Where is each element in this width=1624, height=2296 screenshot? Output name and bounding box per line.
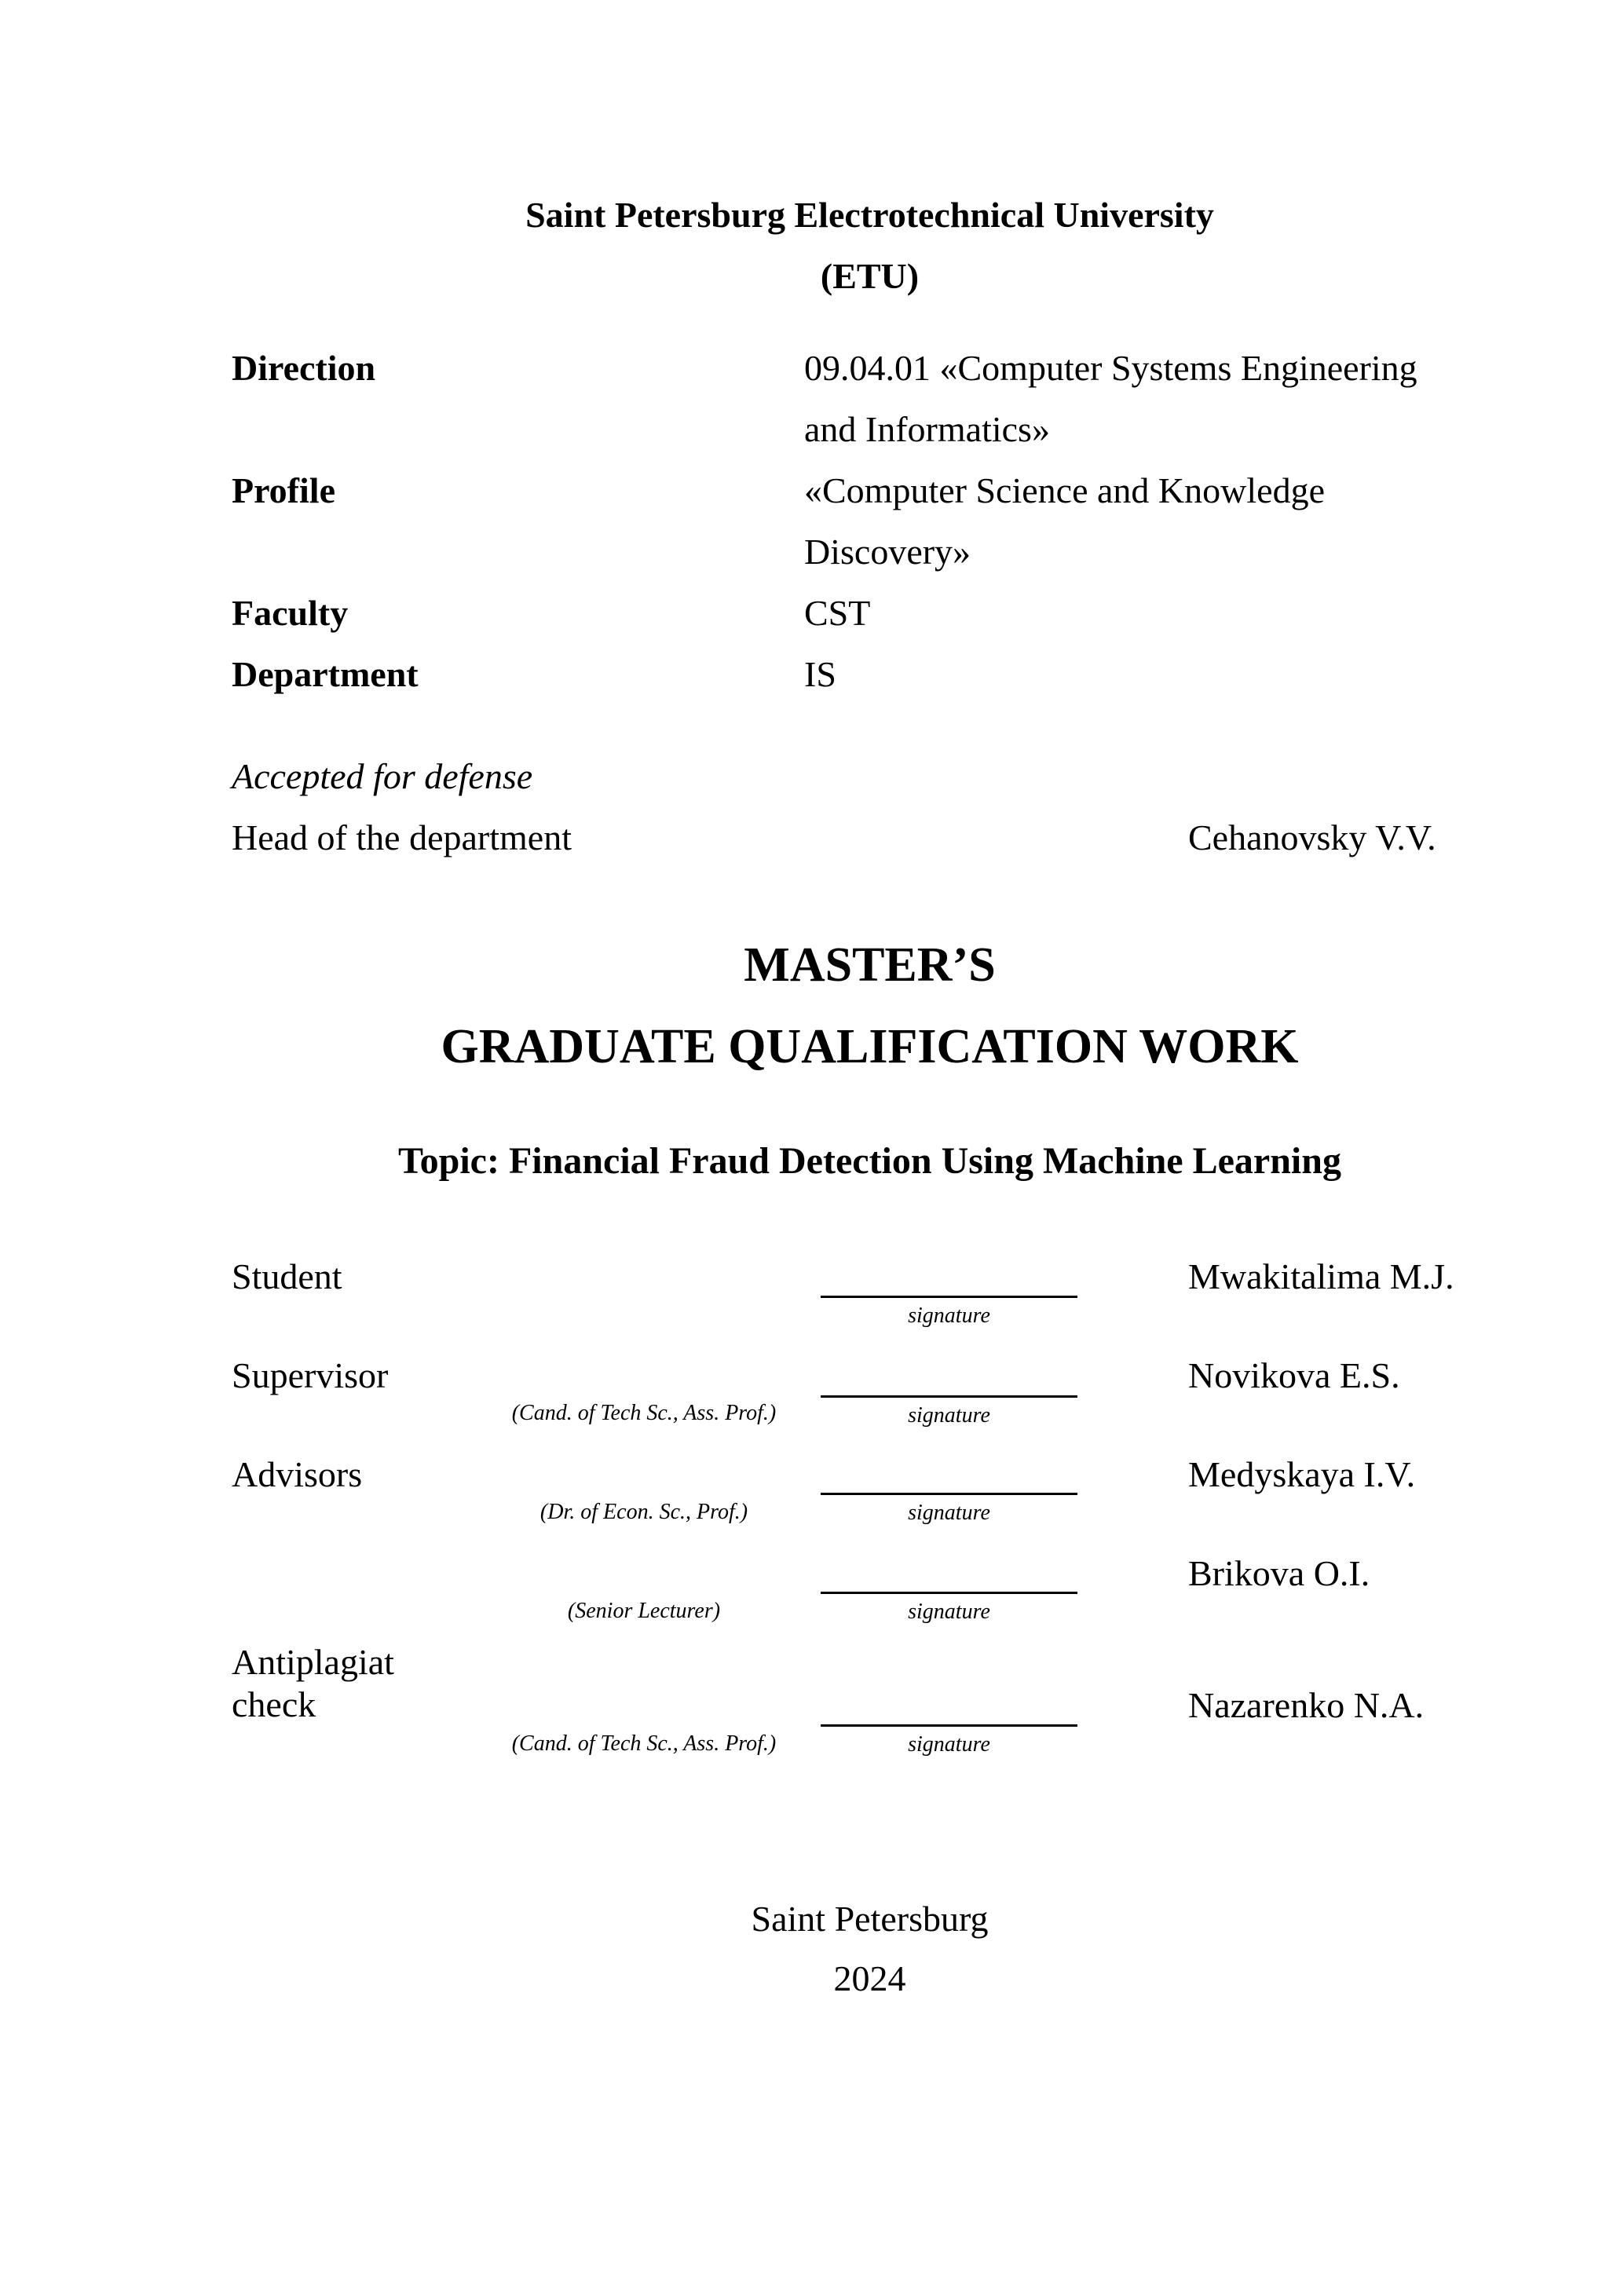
advisor2-qualification: (Senior Lecturer) (567, 1599, 721, 1623)
faculty-value: CST (804, 593, 871, 633)
title-line2: GRADUATE QUALIFICATION WORK (441, 1020, 1299, 1073)
department-label: Department (232, 654, 419, 694)
university-name: Saint Petersburg Electrotechnical University (525, 195, 1214, 235)
antiplagiat-qualification: (Cand. of Tech Sc., Ass. Prof.) (511, 1731, 777, 1756)
direction-label: Direction (232, 348, 376, 388)
footer-city: Saint Petersburg (751, 1899, 989, 1939)
head-of-department-label: Head of the department (232, 817, 572, 857)
profile-value-line2: Discovery» (804, 532, 971, 572)
supervisor-name: Novikova E.S. (1188, 1355, 1400, 1395)
signature-line (821, 1296, 1077, 1298)
university-abbreviation: (ETU) (820, 256, 920, 296)
signature-caption: signature (908, 1600, 990, 1624)
role-student: Student (232, 1256, 342, 1296)
advisor1-name: Medyskaya I.V. (1188, 1454, 1416, 1494)
role-antiplagiat-check: Antiplagiat check (232, 1642, 394, 1724)
accepted-for-defense: Accepted for defense (232, 756, 533, 796)
faculty-label: Faculty (232, 593, 349, 633)
direction-value-line1: 09.04.01 «Computer Systems Engineering (804, 348, 1417, 388)
advisor2-name: Brikova O.I. (1188, 1553, 1370, 1593)
role-supervisor: Supervisor (232, 1355, 389, 1395)
signature-caption: signature (908, 1732, 990, 1757)
signature-caption: signature (908, 1403, 990, 1428)
supervisor-qualification: (Cand. of Tech Sc., Ass. Prof.) (511, 1401, 777, 1425)
role-advisors: Advisors (232, 1454, 363, 1494)
direction-value-line2: and Informatics» (804, 409, 1050, 449)
signature-line (821, 1493, 1077, 1495)
head-of-department-name: Cehanovsky V.V. (1188, 817, 1436, 857)
student-name: Mwakitalima M.J. (1188, 1256, 1454, 1296)
profile-label: Profile (232, 470, 335, 510)
topic-line: Topic: Financial Fraud Detection Using Machine Learning (398, 1140, 1341, 1182)
department-value: IS (804, 654, 836, 694)
advisor1-qualification: (Dr. of Econ. Sc., Prof.) (540, 1500, 748, 1524)
signature-caption: signature (908, 1303, 990, 1328)
signature-caption: signature (908, 1501, 990, 1525)
signature-line (821, 1395, 1077, 1398)
signature-line (821, 1592, 1077, 1594)
title-line1: MASTER’S (744, 938, 996, 992)
profile-value-line1: «Computer Science and Knowledge (804, 470, 1325, 510)
footer-year: 2024 (833, 1958, 906, 1998)
antiplagiat-name: Nazarenko N.A. (1188, 1685, 1425, 1725)
signature-line (821, 1724, 1077, 1727)
